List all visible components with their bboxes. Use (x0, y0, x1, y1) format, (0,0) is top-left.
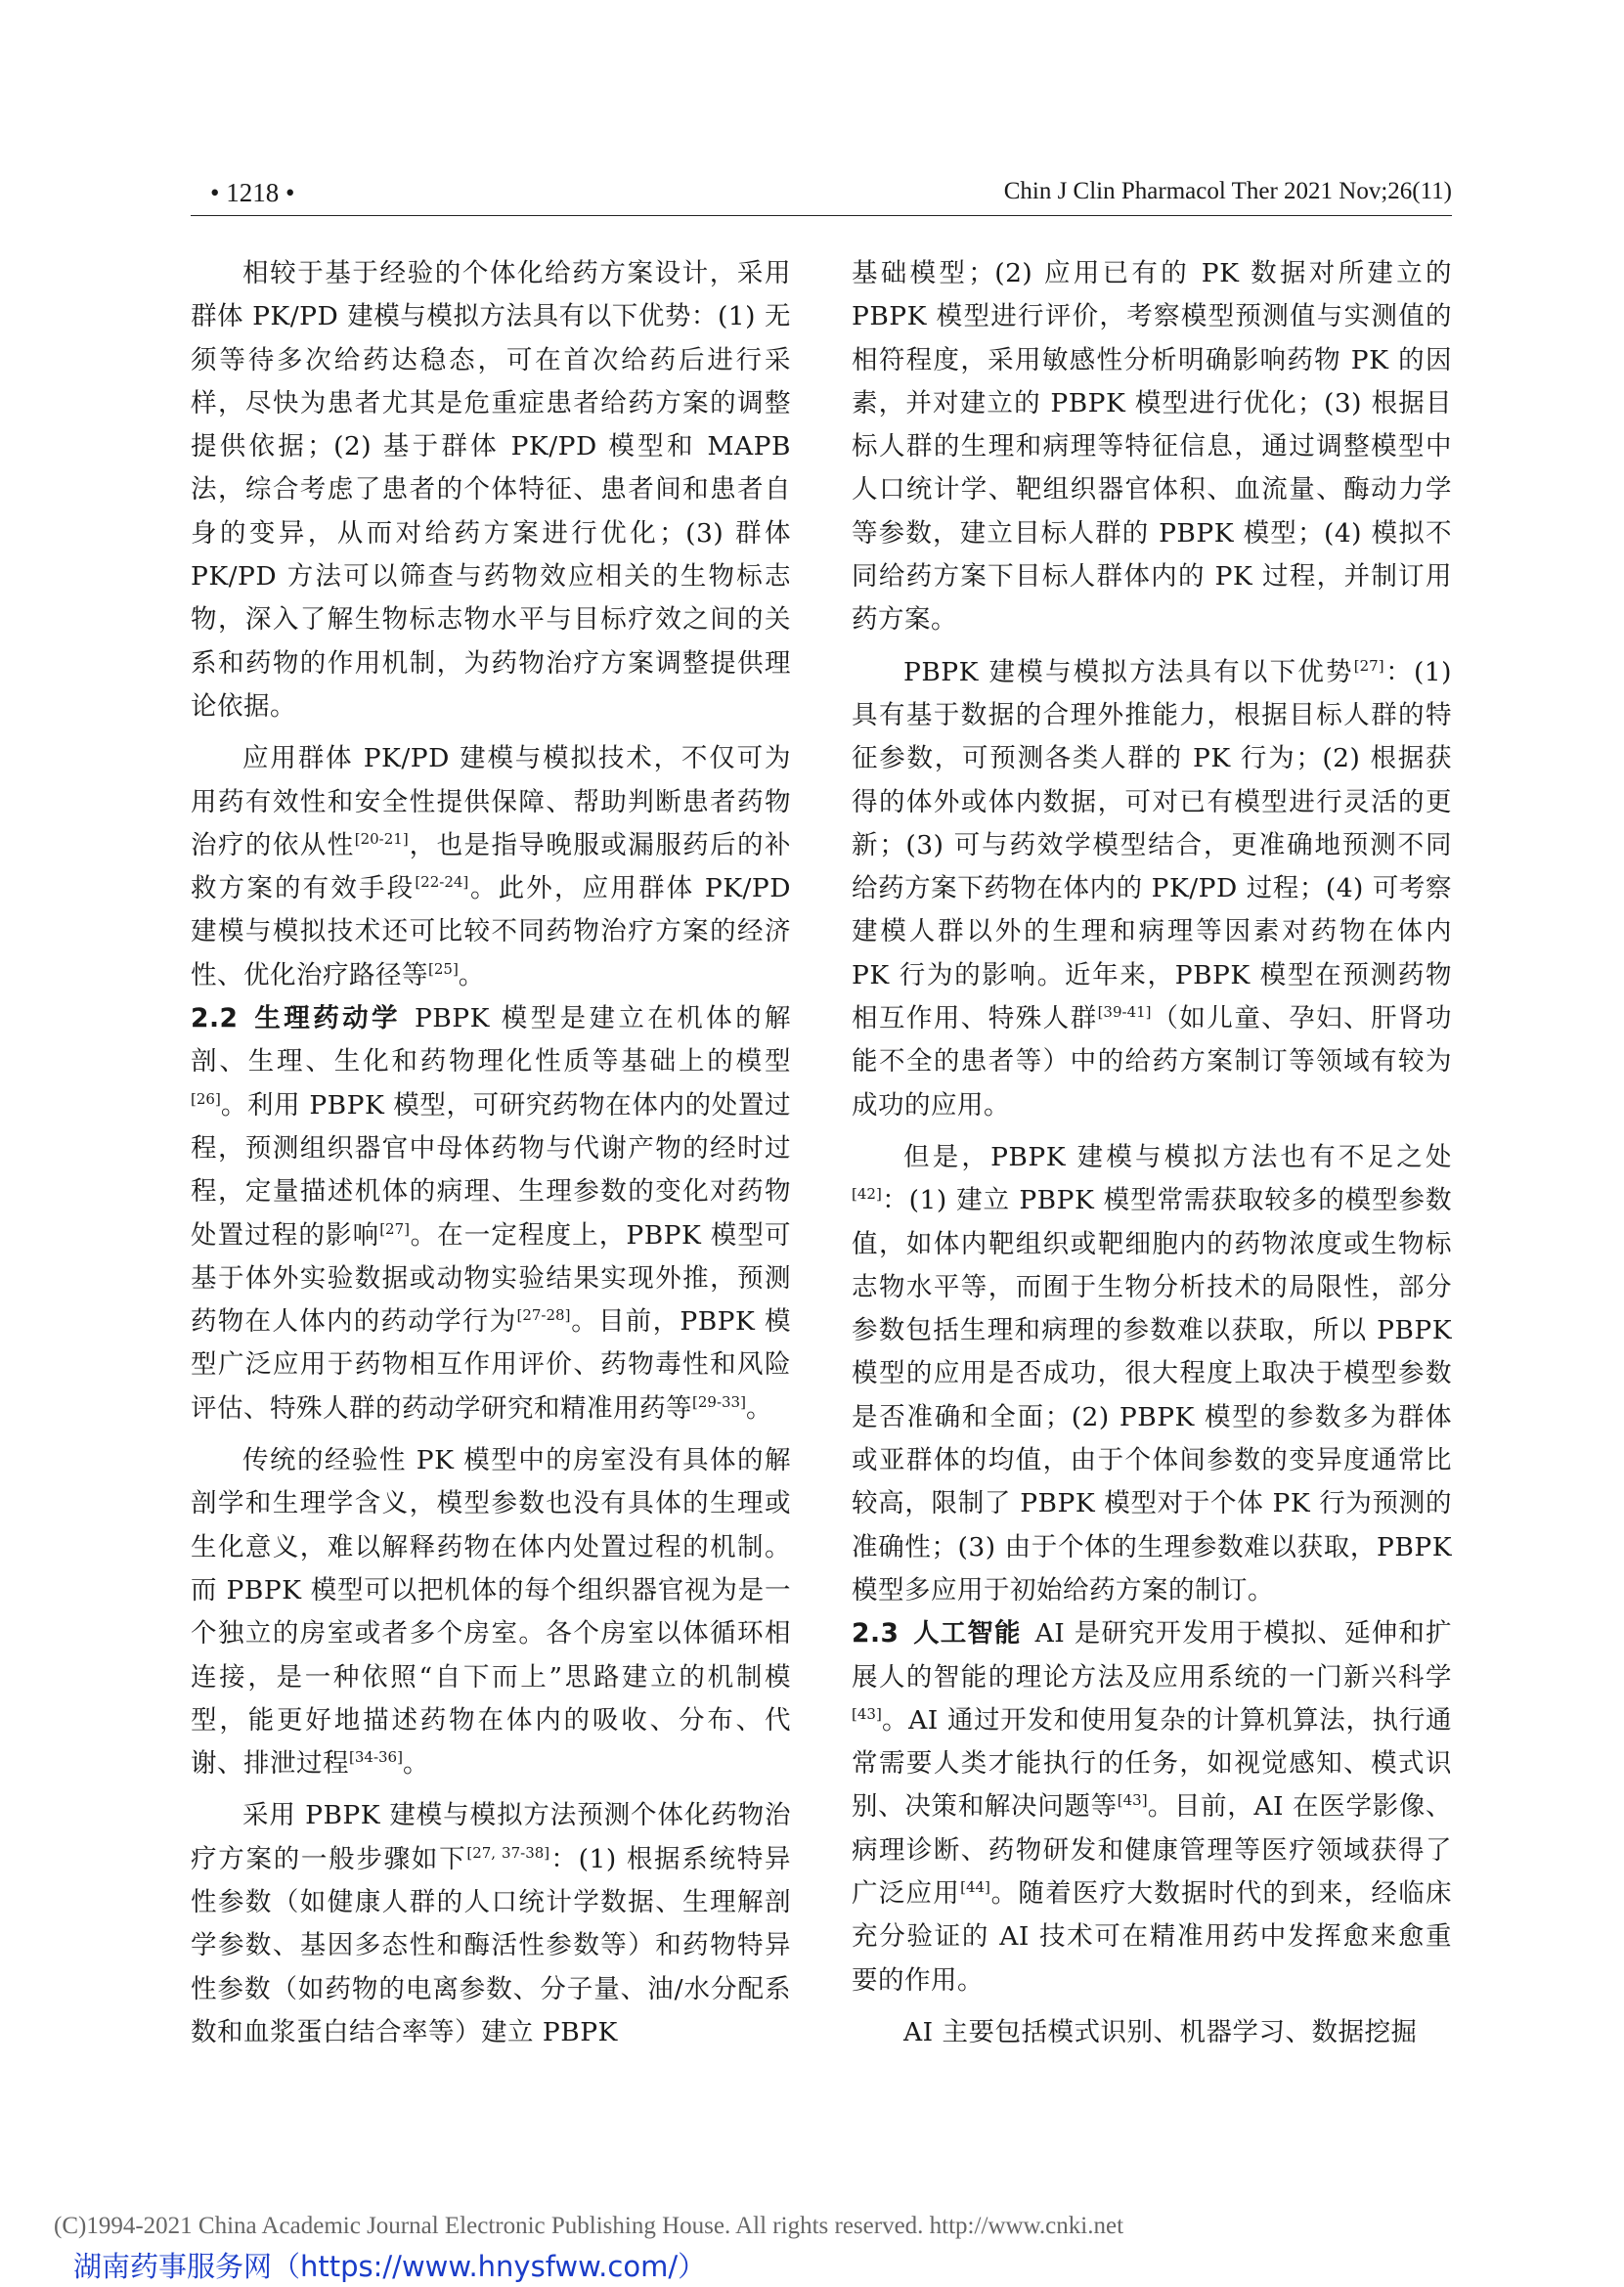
citation[interactable]: [26] (191, 1089, 221, 1108)
page-number: • 1218 • (210, 178, 295, 207)
citation[interactable]: [29-33] (692, 1392, 746, 1411)
paragraph: 基础模型；(2) 应用已有的 PK 数据对所建立的 PBPK 模型进行评价，考察模型预测值与实测值的相符程度，采用敏感性分析明确影响药物 PK 的因素，并对建立的 PBPK 模型进行优化；(3) 根据目标人群的生理和病理等特征信息，通过调整模型中人口统计学、靶组织器官体积、血流量、酶动力学等参数，建立目标人群的 PBPK 模型；(4) 模拟不同给药方案下目标人群体内的 PK 过程，并制订用药方案。 (852, 258, 1452, 636)
right-column (852, 252, 1452, 2054)
paragraph: AI 主要包括模式识别、机器学习、数据挖掘 (903, 2016, 1418, 2047)
citation[interactable]: [27] (379, 1219, 410, 1238)
paragraph: 相较于基于经验的个体化给药方案设计，采用群体 PK/PD 建模与模拟方法具有以下优势：(1) 无须等待多次给药达稳态，可在首次给药后进行采样，尽快为患者尤其是危重症患者给药方案的调整提供依据；(2) 基于群体 PK/PD 模型和 MAPB 法，综合考虑了患者的个体特征、患者间和患者自身的变异，从而对给药方案进行优化；(3) 群体 PK/PD 方法可以筛查与药物效应相关的生物标志物，深入了解生物标志物水平与目标疗效之间的关系和药物的作用机制，为药物治疗方案调整提供理论依据。 (191, 258, 791, 722)
paragraph: 但是，PBPK 建模与模拟方法也有不足之处[42]：(1) 建立 PBPK 模型常需获取较多的模型参数值，如体内靶组织或靶细胞内的药物浓度或生物标志物水平等，而囿于生物分析技术的局限性，部分参数包括生理和病理的参数难以获取，所以 PBPK 模型的应用是否成功，很大程度上取决于模型参数是否准确和全面；(2) PBPK 模型的参数多为群体或亚群体的均值，由于个体间参数的变异度通常比较高，限制了 PBPK 模型对于个体 PK 行为预测的准确性；(3) 由于个体的生理参数难以获取，PBPK 模型多应用于初始给药方案的制订。 (852, 1141, 1452, 1605)
citation[interactable]: [43] (852, 1704, 882, 1723)
paragraph: PBPK 建模与模拟方法具有以下优势[27]：(1) 具有基于数据的合理外推能力，根据目标人群的特征参数，可预测各类人群的 PK 行为；(2) 根据获得的体外或体内数据，可对已有模型进行灵活的更新；(3) 可与药效学模型结合，更准确地预测不同给药方案下药物在体内的 PK/PD 过程；(4) 可考察建模人群以外的生理和病理等因素对药物在体内 PK 行为的影响。近年来，PBPK 模型在预测药物相互作用、特殊人群[39-41]（如儿童、孕妇、肝肾功能不全的患者等）中的给药方案制订等领域有较为成功的应用。 (852, 656, 1453, 1121)
paragraph: 采用 PBPK 建模与模拟方法预测个体化药物治疗方案的一般步骤如下[27, 37-38]：(1) 根据系统特异性参数（如健康人群的人口统计学数据、生理解剖学参数、基因多态性和酶活性参数等）和药物特异性参数（如药物的电离参数、分子量、油/水分配系数和血浆蛋白结合率等）建立 PBPK (191, 1800, 791, 2047)
header-rule (191, 215, 1452, 216)
citation[interactable]: [20-21] (354, 830, 409, 849)
journal-citation: Chin J Clin Pharmacol Ther 2021 Nov;26(11) (1003, 178, 1452, 204)
citation[interactable]: [27-28] (516, 1306, 571, 1325)
citation[interactable]: [22-24] (415, 873, 469, 892)
citation[interactable]: [25] (428, 959, 459, 978)
paragraph: 传统的经验性 PK 模型中的房室没有具体的解剖学和生理学含义，模型参数也没有具体的生理或生化意义，难以解释药物在体内处置过程的机制。而 PBPK 模型可以把机体的每个组织器官视为是一个独立的房室或者多个房室。各个房室以体循环相连接，是一种依照“自下而上”思路建立的机制模型，能更好地描述药物在体内的吸收、分布、代谢、排泄过程[34-36]。 (191, 1445, 791, 1780)
citation[interactable]: [34-36] (349, 1748, 403, 1767)
citation[interactable]: [27] (1353, 656, 1384, 675)
citation[interactable]: [42] (852, 1185, 882, 1204)
left-column (191, 252, 791, 2054)
citation[interactable]: [39-41] (1097, 1003, 1152, 1022)
copyright-notice: (C)1994-2021 China Academic Journal Electronic Publishing House. All rights reserved. http://www.cnki.net (54, 2213, 1124, 2239)
section-number: 2.3 (852, 1618, 900, 1649)
citation[interactable]: [44] (960, 1878, 990, 1897)
section-paragraph: 2.2 生理药动学 PBPK 模型是建立在机体的解剖、生理、生化和药物理化性质等基础上的模型[26]。利用 PBPK 模型，可研究药物在体内的处置过程，预测组织器官中母体药物与代谢产物的经时过程，定量描述机体的病理、生理参数的变化对药物处置过程的影响[27]。在一定程度上，PBPK 模型可基于体外实验数据或动物实验结果实现外推，预测药物在人体内的药动学行为[27-28]。目前，PBPK 模型广泛应用于药物相互作用评价、药物毒性和风险评估、特殊人群的药动学研究和精准用药等[29-33]。 (191, 1003, 792, 1424)
paragraph: 应用群体 PK/PD 建模与模拟技术，不仅可为用药有效性和安全性提供保障、帮助判断患者药物治疗的依从性[20-21]，也是指导晚服或漏服药后的补救方案的有效手段[22-24]。此外，应用群体 PK/PD 建模与模拟技术还可比较不同药物治疗方案的经济性、优化治疗路径等[25]。 (191, 743, 792, 990)
section-paragraph: 2.3 人工智能 AI 是研究开发用于模拟、延伸和扩展人的智能的理论方法及应用系统的一门新兴科学[43]。AI 通过开发和使用复杂的计算机算法，执行通常需要人类才能执行的任务，如视觉感知、模式识别、决策和解决问题等[43]。目前，AI 在医学影像、病理诊断、药物研发和健康管理等医疗领域获得了广泛应用[44]。随着医疗大数据时代的到来，经临床充分验证的 AI 技术可在精准用药中发挥愈来愈重要的作用。 (852, 1618, 1453, 1996)
watermark-link[interactable]: 湖南药事服务网（https://www.hnysfww.com/） (73, 2250, 707, 2283)
citation[interactable]: [27, 37-38] (466, 1843, 550, 1862)
section-heading: 人工智能 (912, 1618, 1022, 1649)
citation[interactable]: [43] (1117, 1791, 1148, 1810)
running-header (191, 178, 1452, 217)
section-heading: 生理药动学 (251, 1003, 401, 1034)
section-number: 2.2 (191, 1003, 239, 1034)
